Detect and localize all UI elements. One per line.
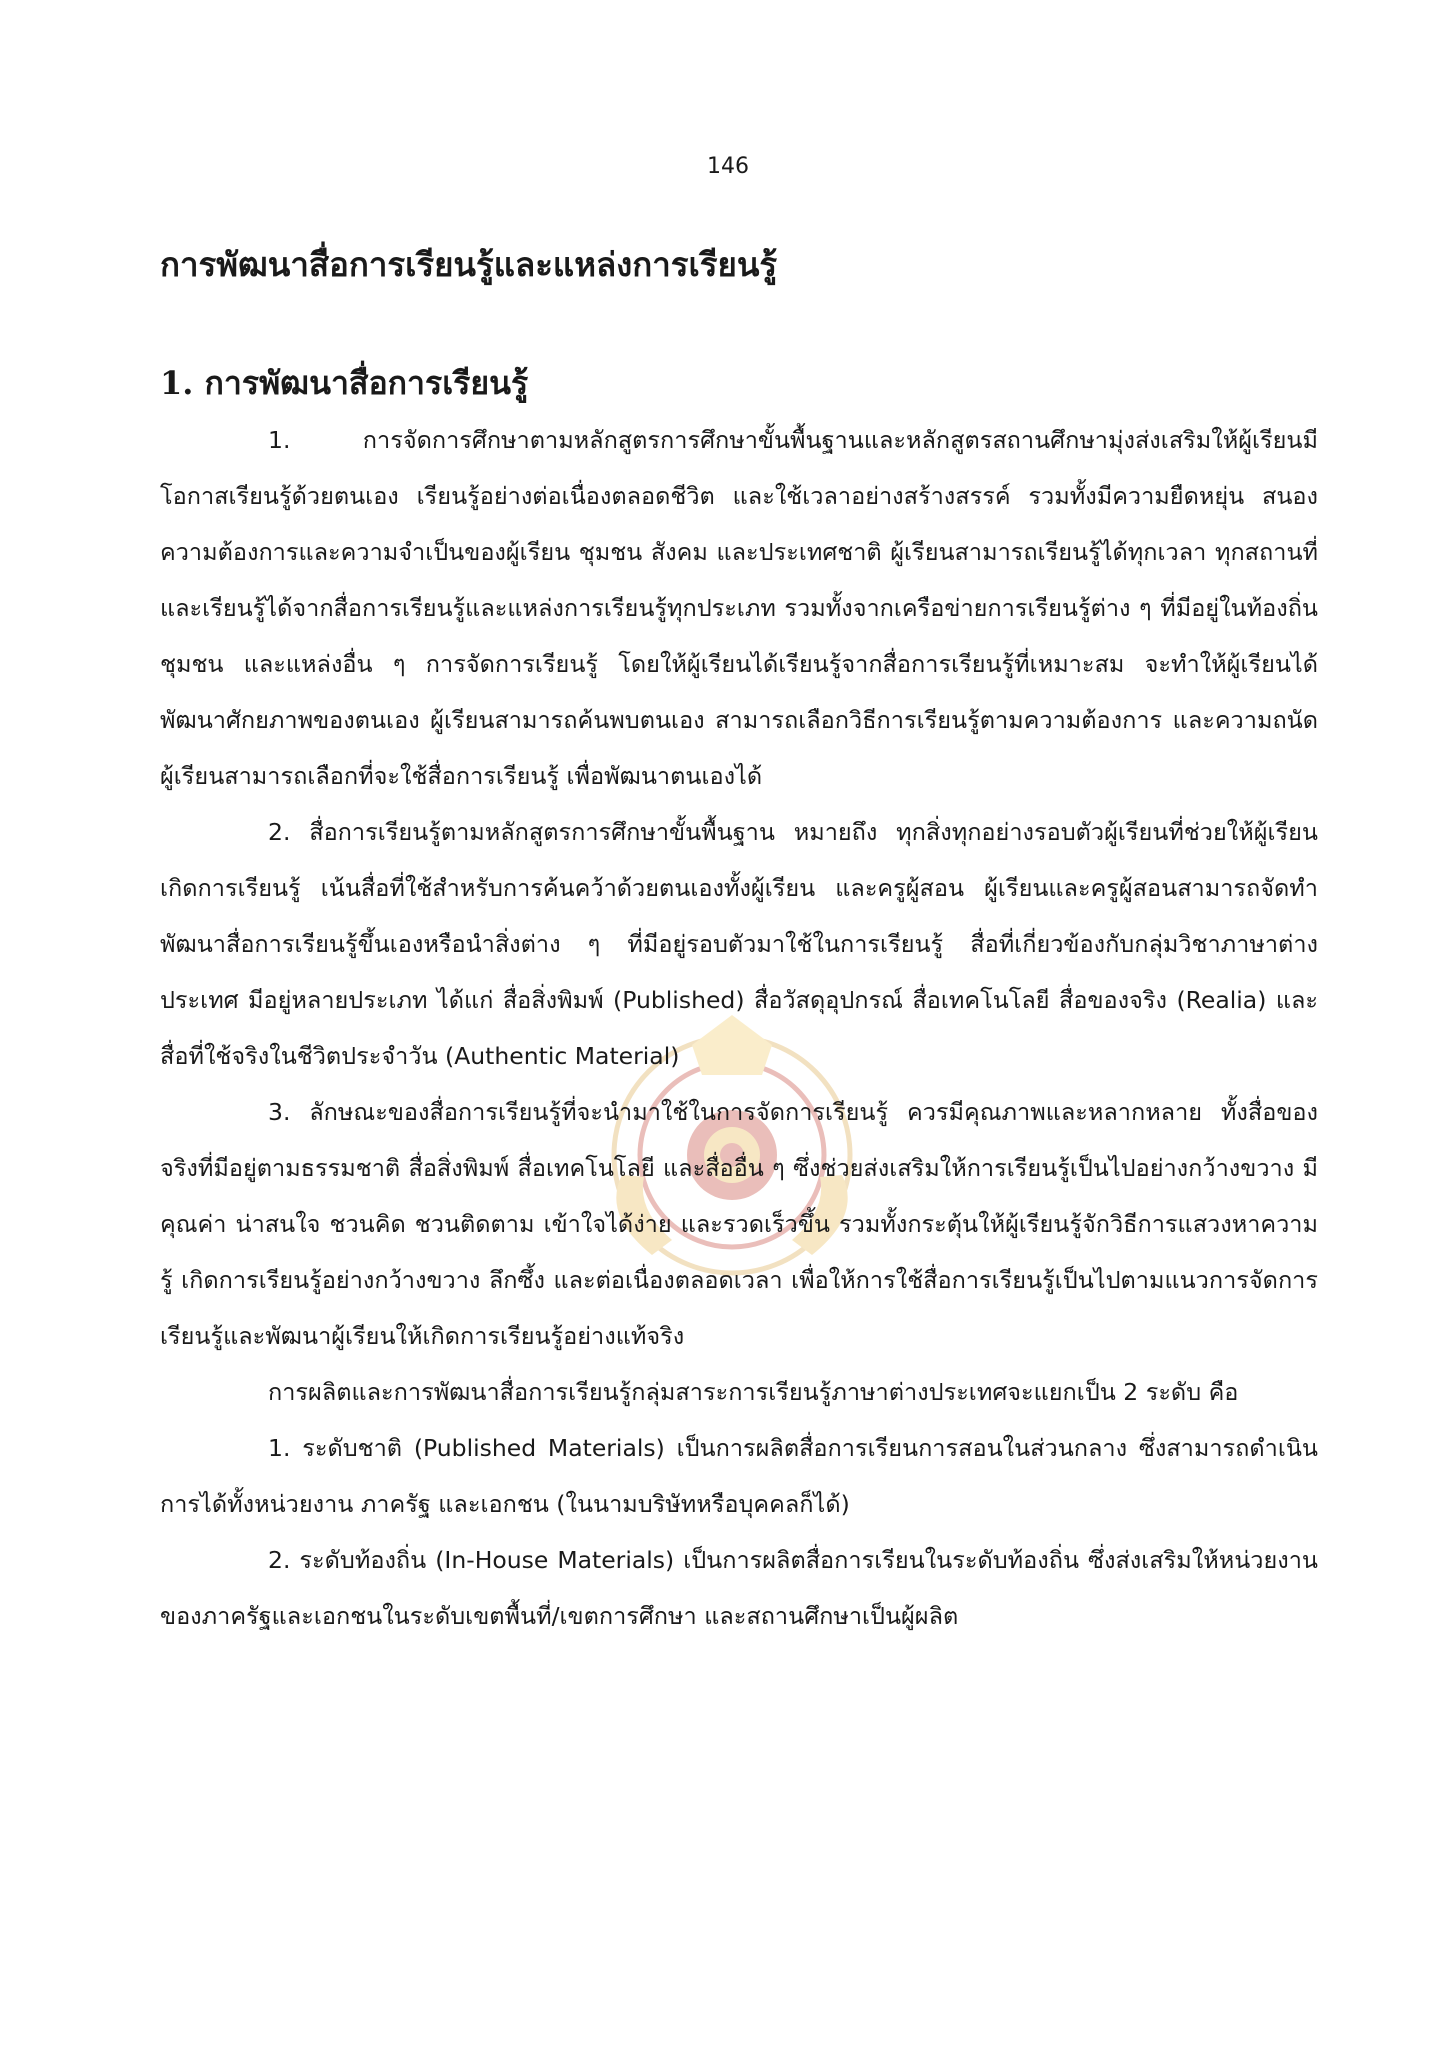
page-number: 146	[707, 154, 749, 179]
paragraph-national-level: 1. ระดับชาติ (Published Materials) เป็นการผลิตสื่อการเรียนการสอนในส่วนกลาง ซึ่งสามารถดำเนินการได้ทั้งหน่วยงาน ภาครัฐ และเอกชน (ในนามบริษัทหรือบุคคลก็ได้)	[160, 1434, 1318, 1518]
body-text	[160, 412, 1318, 1644]
paragraph-2: 2. สื่อการเรียนรู้ตามหลักสูตรการศึกษาขั้นพื้นฐาน หมายถึง ทุกสิ่งทุกอย่างรอบตัวผู้เรียนที่ช่วยให้ผู้เรียนเกิดการเรียนรู้ เน้นสื่อที่ใช้สำหรับการค้นคว้าด้วยตนเองทั้งผู้เรียน และครูผู้สอน ผู้เรียนและครูผู้สอนสามารถจัดทำ พัฒนาสื่อการเรียนรู้ขึ้นเองหรือนำสิ่งต่าง ๆ ที่มีอยู่รอบตัวมาใช้ในการเรียนรู้ สื่อที่เกี่ยวข้องกับกลุ่มวิชาภาษาต่างประเทศ มีอยู่หลายประเภท ได้แก่ สื่อสิ่งพิมพ์ (Published) สื่อวัสดุอุปกรณ์ สื่อเทคโนโลยี สื่อของจริง (Realia) และสื่อที่ใช้จริงในชีวิตประจำวัน (Authentic Material)	[160, 818, 1318, 1070]
paragraph-production-levels: การผลิตและการพัฒนาสื่อการเรียนรู้กลุ่มสาระการเรียนรู้ภาษาต่างประเทศจะแยกเป็น 2 ระดับ คือ	[268, 1378, 1239, 1406]
paragraph-1: 1. การจัดการศึกษาตามหลักสูตรการศึกษาขั้นพื้นฐานและหลักสูตรสถานศึกษามุ่งส่งเสริมให้ผู้เรียนมีโอกาสเรียนรู้ด้วยตนเอง เรียนรู้อย่างต่อเนื่องตลอดชีวิต และใช้เวลาอย่างสร้างสรรค์ รวมทั้งมีความยืดหยุ่น สนองความต้องการและความจำเป็นของผู้เรียน ชุมชน สังคม และประเทศชาติ ผู้เรียนสามารถเรียนรู้ได้ทุกเวลา ทุกสถานที่ และเรียนรู้ได้จากสื่อการเรียนรู้และแหล่งการเรียนรู้ทุกประเภท รวมทั้งจากเครือข่ายการเรียนรู้ต่าง ๆ ที่มีอยู่ในท้องถิ่น ชุมชน และแหล่งอื่น ๆ การจัดการเรียนรู้ โดยให้ผู้เรียนได้เรียนรู้จากสื่อการเรียนรู้ที่เหมาะสม จะทำให้ผู้เรียนได้พัฒนาศักยภาพของตนเอง ผู้เรียนสามารถค้นพบตนเอง สามารถเลือกวิธีการเรียนรู้ตามความต้องการ และความถนัด ผู้เรียนสามารถเลือกที่จะใช้สื่อการเรียนรู้ เพื่อพัฒนาตนเองได้	[160, 426, 1318, 790]
paragraph-local-level: 2. ระดับท้องถิ่น (In-House Materials) เป็นการผลิตสื่อการเรียนในระดับท้องถิ่น ซึ่งส่งเสริมให้หน่วยงานของภาครัฐและเอกชนในระดับเขตพื้นที่/เขตการศึกษา และสถานศึกษาเป็นผู้ผลิต	[160, 1546, 1318, 1630]
document-title: การพัฒนาสื่อการเรียนรู้และแหล่งการเรียนรู้	[160, 245, 778, 284]
section-heading: 1. การพัฒนาสื่อการเรียนรู้	[160, 364, 529, 402]
paragraph-3: 3. ลักษณะของสื่อการเรียนรู้ที่จะนำมาใช้ในการจัดการเรียนรู้ ควรมีคุณภาพและหลากหลาย ทั้งสื่อของจริงที่มีอยู่ตามธรรมชาติ สื่อสิ่งพิมพ์ สื่อเทคโนโลยี และสื่ออื่น ๆ ซึ่งช่วยส่งเสริมให้การเรียนรู้เป็นไปอย่างกว้างขวาง มีคุณค่า น่าสนใจ ชวนคิด ชวนติดตาม เข้าใจได้ง่าย และรวดเร็วขึ้น รวมทั้งกระตุ้นให้ผู้เรียนรู้จักวิธีการแสวงหาความรู้ เกิดการเรียนรู้อย่างกว้างขวาง ลึกซึ้ง และต่อเนื่องตลอดเวลา เพื่อให้การใช้สื่อการเรียนรู้เป็นไปตามแนวการจัดการเรียนรู้และพัฒนาผู้เรียนให้เกิดการเรียนรู้อย่างแท้จริง	[160, 1098, 1318, 1350]
